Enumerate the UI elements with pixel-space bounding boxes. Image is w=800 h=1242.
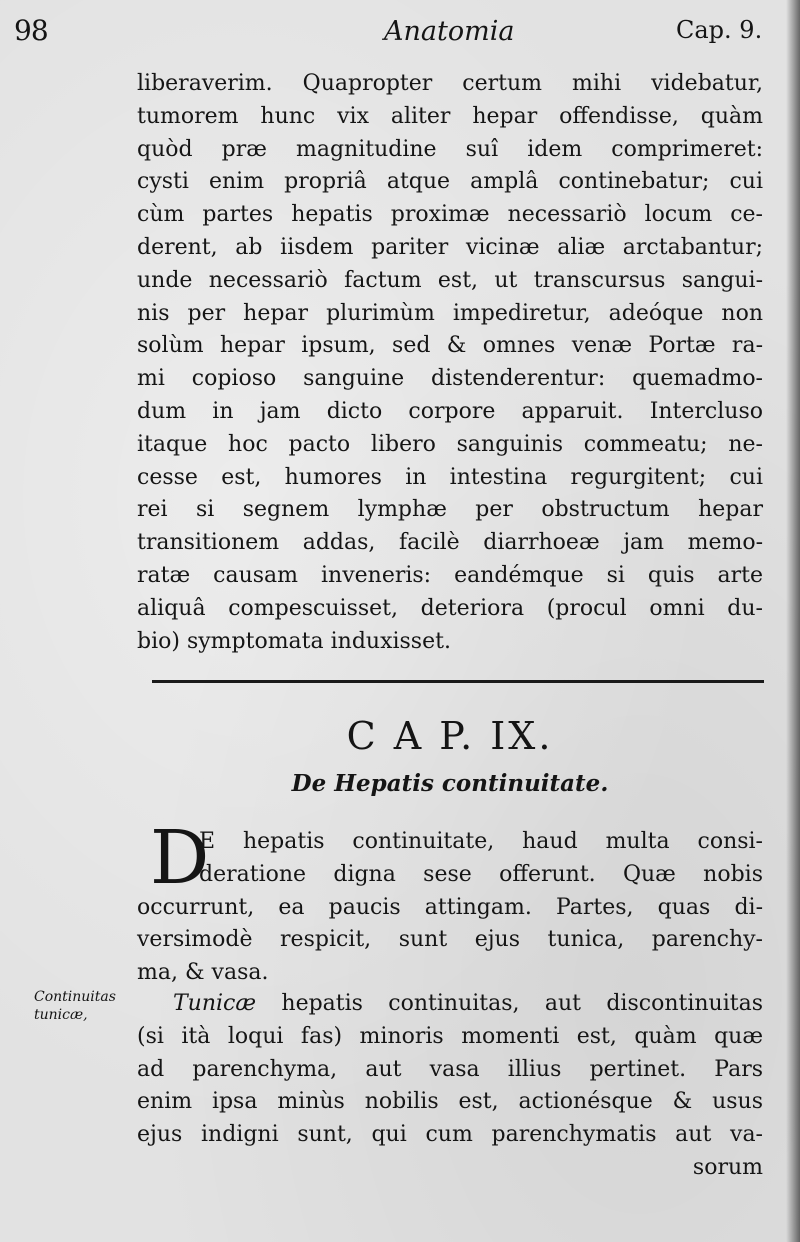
text-line: quòd præ magnitudine suî idem comprimeret: xyxy=(137,136,763,162)
page-number: 98 xyxy=(14,14,48,47)
text-line: ad parenchyma, aut vasa illius pertinet. Pars xyxy=(137,1056,763,1082)
text-line: deratione digna sese offerunt. Quæ nobis xyxy=(199,861,763,887)
drop-cap: D xyxy=(150,815,210,901)
text-line: derent, ab iisdem pariter vicinæ aliæ arctabantur; xyxy=(137,234,763,260)
text-line xyxy=(137,988,763,1021)
tunica-paragraph xyxy=(137,988,763,1185)
text-line: itaque hoc pacto libero sanguinis commeatu; ne- xyxy=(137,431,763,457)
text-line: enim ipsa minùs nobilis est, actionésque & usus xyxy=(137,1089,763,1115)
text-line: dum in jam dicto corpore apparuit. Intercluso xyxy=(137,398,763,424)
text-line: liberaverim. Quapropter certum mihi videbatur, xyxy=(137,71,763,96)
text-line: cesse est, humores in intestina regurgitent; cui xyxy=(137,464,763,490)
text-line: mi copioso sanguine distenderentur: quemadmo- xyxy=(137,366,763,392)
text-line: occurrunt, ea paucis attingam. Partes, quas di- xyxy=(137,894,763,920)
text-line: cysti enim propriâ atque amplâ continebatur; cui xyxy=(137,169,763,195)
chapter-reference: Cap. 9. xyxy=(676,16,763,44)
margin-note-line: tunicæ, xyxy=(34,1007,88,1023)
chapter-heading: C A P. IX. xyxy=(346,714,554,758)
page-header xyxy=(0,14,800,54)
text-line: cùm partes hepatis proximæ necessariò locum ce- xyxy=(137,202,763,228)
text-line: ejus indigni sunt, qui cum parenchymatis aut va- xyxy=(137,1122,763,1148)
text-line: rei si segnem lymphæ per obstructum hepar xyxy=(137,497,763,523)
text-line: ma, & vasa. xyxy=(137,960,269,986)
text-fragment: hepatis continuitas, aut discontinuitas xyxy=(256,991,763,1016)
text-line: E hepatis continuitate, haud multa consi- xyxy=(199,829,763,854)
text-line: tumorem hunc vix aliter hepar offendisse, quàm xyxy=(137,103,763,129)
text-line: solùm hepar ipsum, sed & omnes venæ Portæ ra- xyxy=(137,333,763,359)
chapter-divider-rule xyxy=(152,680,764,683)
running-title: Anatomia xyxy=(384,16,515,47)
margin-note xyxy=(34,988,138,1024)
text-line: bio) symptomata induxisset. xyxy=(137,628,451,654)
emphasized-word: Tunicæ xyxy=(173,991,257,1016)
text-line: transitionem addas, facilè diarrhoeæ jam memo- xyxy=(137,530,763,556)
catchword: sorum xyxy=(692,1154,763,1180)
text-line: unde necessariò factum est, ut transcursus sangui- xyxy=(137,267,763,293)
paragraph-continued xyxy=(137,68,763,658)
chapter-subtitle: De Hepatis continuitate. xyxy=(291,770,609,797)
text-line: ratæ causam inveneris: eandémque si quis arte xyxy=(137,562,763,588)
text-line: versimodè respicit, sunt ejus tunica, parenchy- xyxy=(137,927,763,953)
chapter-opening-paragraph xyxy=(137,815,763,990)
text-line: (si ità loqui fas) minoris momenti est, quàm quæ xyxy=(137,1023,763,1049)
margin-note-line: Continuitas xyxy=(34,989,116,1005)
text-line: aliquâ compescuisset, deteriora (procul omni du- xyxy=(137,595,763,621)
text-line: nis per hepar plurimùm impediretur, adeóque non xyxy=(137,300,763,326)
